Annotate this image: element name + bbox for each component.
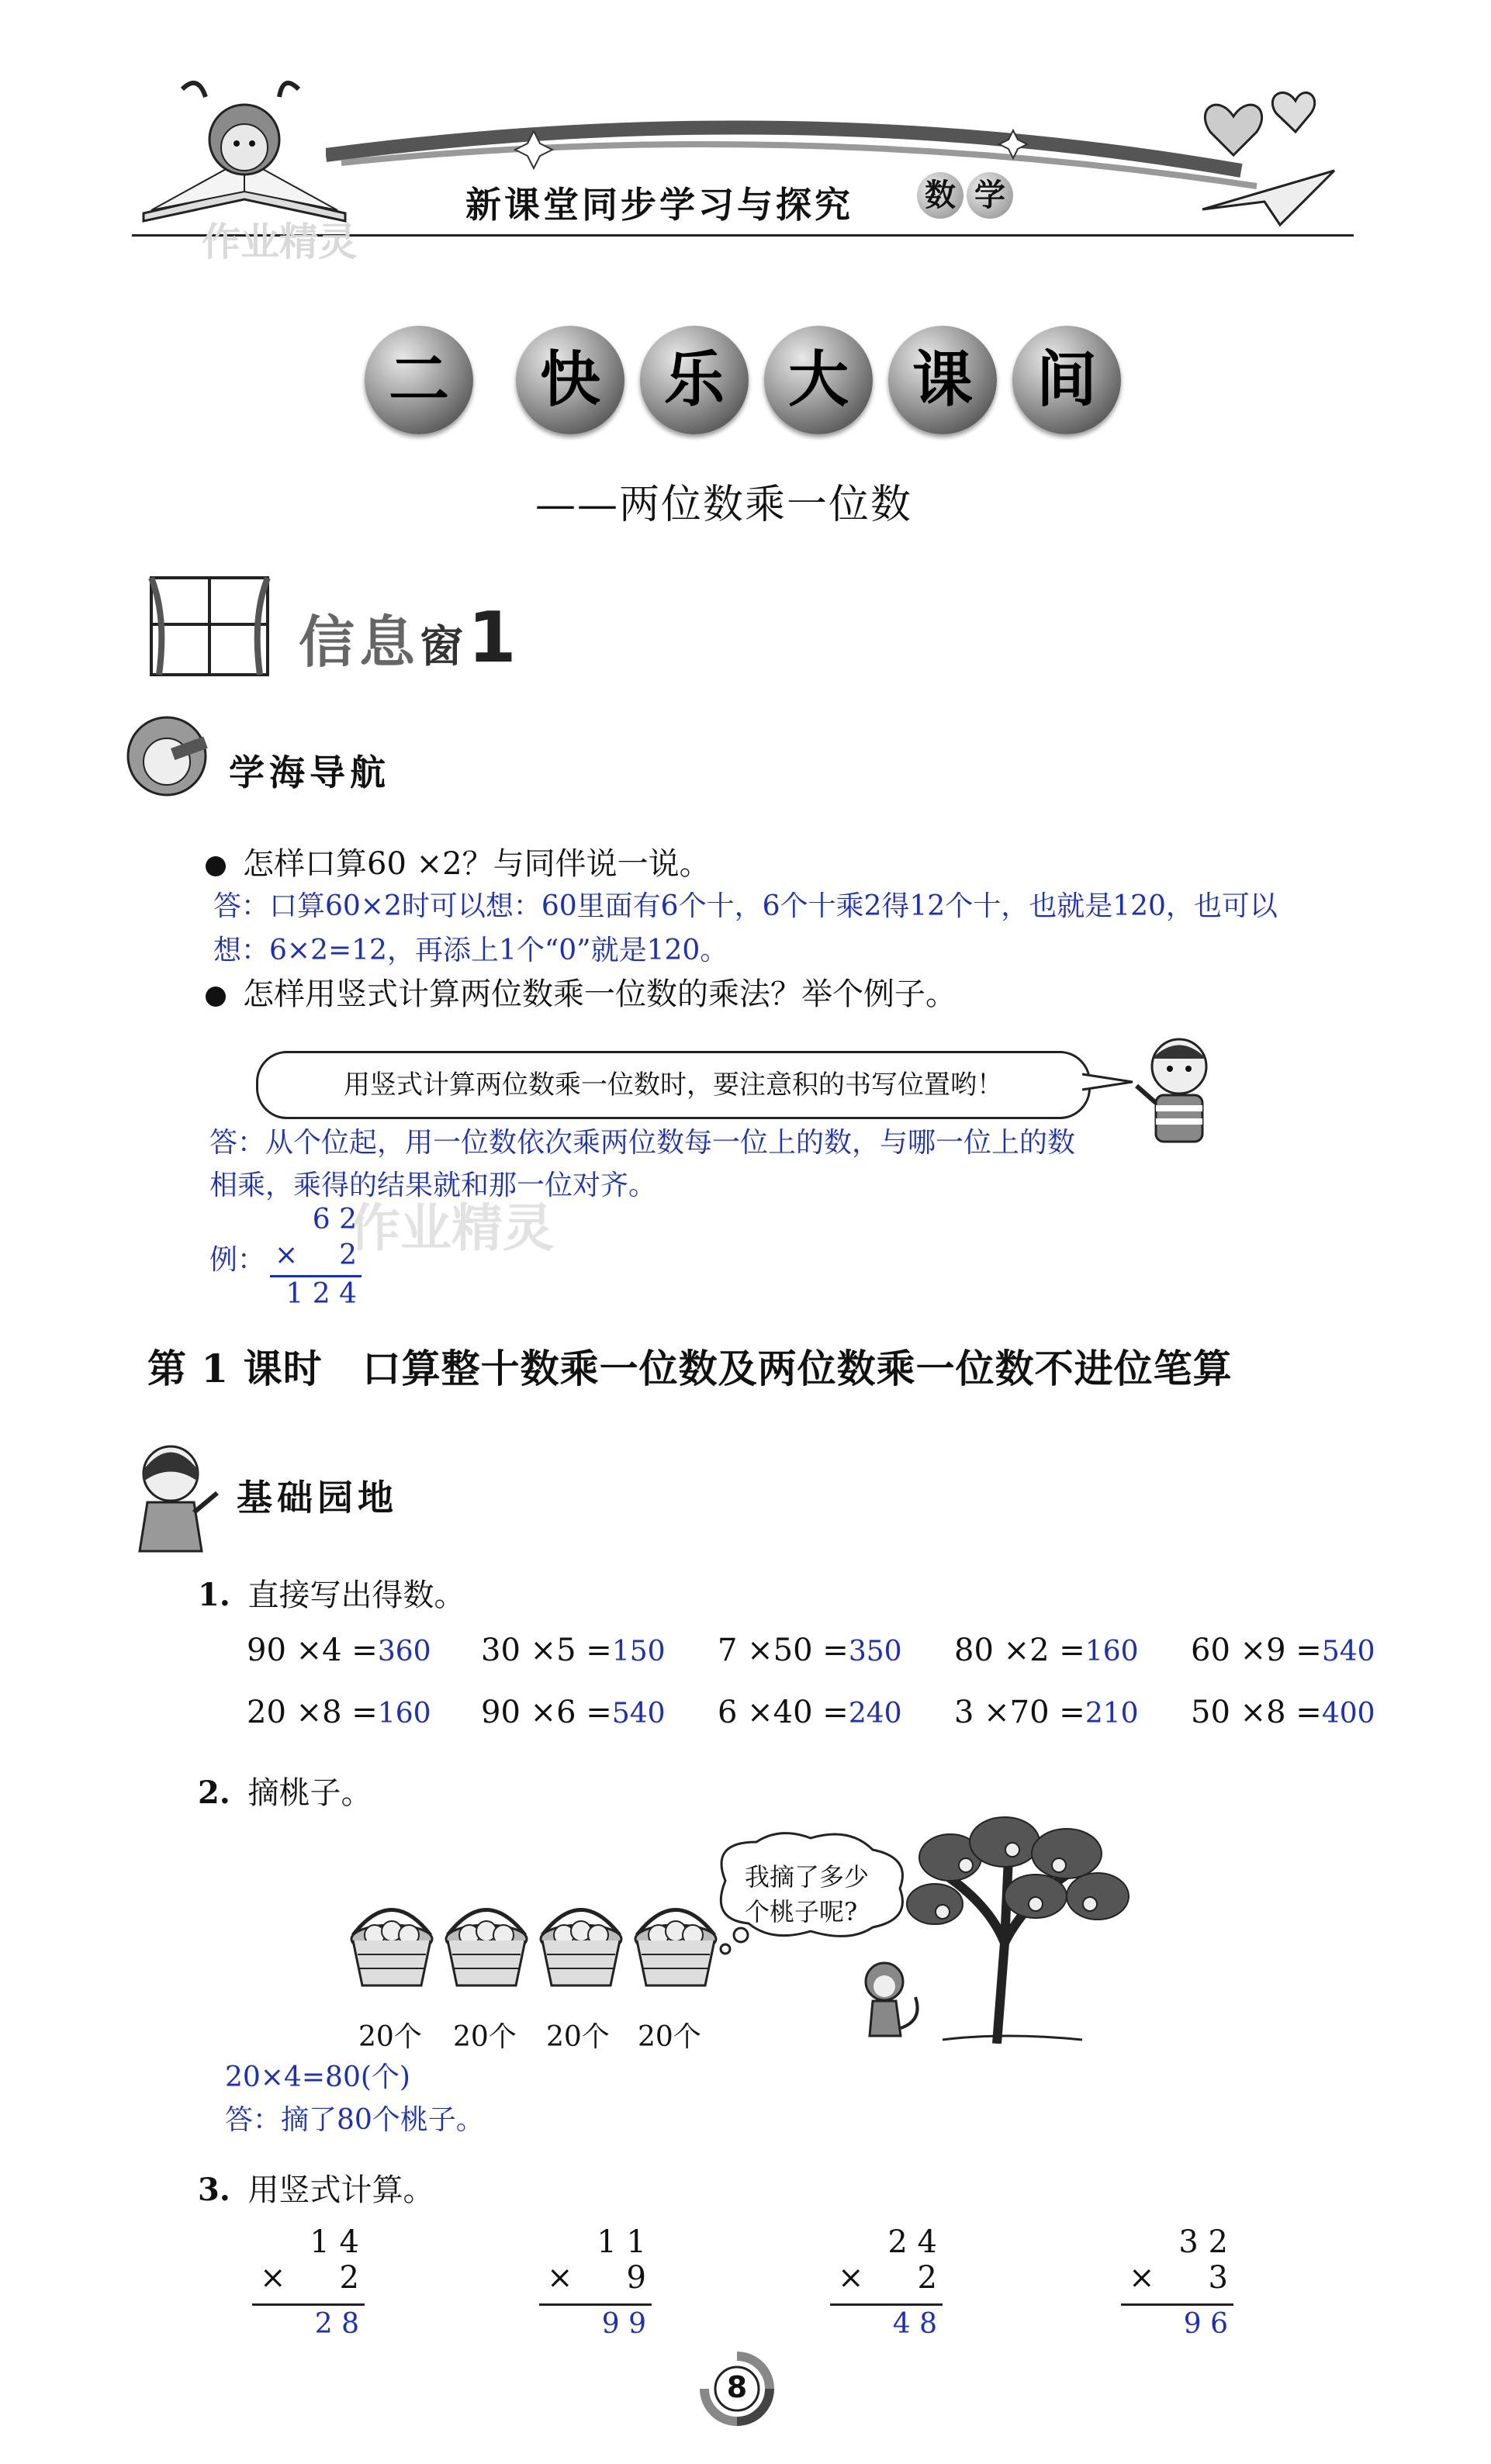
oral-calc-expr: 7 ×50 = (718, 1633, 849, 1668)
vertical-rule (1121, 2303, 1233, 2306)
vertical-result: 9 6 (1183, 2308, 1228, 2340)
vertical-calc (539, 2224, 656, 2348)
question-2-answer-line1: 20×4=80(个) (225, 2061, 410, 2093)
speech-bubble: 用竖式计算两位数乘一位数时，要注意积的书写位置哟！ (256, 1051, 1091, 1119)
vertical-calc (1121, 2224, 1237, 2348)
vertical-top-operand: 3 2 (1178, 2224, 1228, 2260)
oral-calc-answer: 240 (848, 1698, 902, 1730)
info-window-number: 1 (468, 597, 521, 679)
basket-label: 20个 (358, 2021, 422, 2053)
oral-calc-expr: 6 ×40 = (718, 1695, 849, 1730)
oral-calc-answer: 350 (848, 1636, 902, 1667)
thought-bubble-line2: 个桃子呢? (745, 1897, 858, 1927)
vertical-top-operand: 1 1 (597, 2224, 646, 2260)
oral-calc-expr: 90 ×6 = (481, 1695, 612, 1730)
guide-heading: 学海导航 (229, 752, 390, 793)
oral-calc-answer: 210 (1085, 1698, 1139, 1730)
oral-calc-item (954, 1633, 1139, 1668)
vertical-bottom-operand: 2 (917, 2260, 937, 2296)
oral-calc-answer: 400 (1321, 1698, 1375, 1730)
oral-calc-expr: 30 ×5 = (481, 1633, 612, 1668)
guide-answer-1-line2: 想：6×2=12，再添上1个“0”就是120。 (213, 935, 728, 966)
oral-calc-answer: 160 (1085, 1636, 1139, 1667)
vertical-rule (539, 2303, 652, 2306)
basket-label: 20个 (638, 2021, 701, 2053)
peach-baskets-illustration (345, 1892, 729, 1993)
header-title: 新课堂同步学习与探究 (465, 184, 853, 226)
header-subject-char: 学 (967, 172, 1013, 219)
question-3-text: 用竖式计算。 (247, 2172, 434, 2208)
page-number: 8 (726, 2370, 748, 2404)
oral-calc-answer: 540 (1321, 1636, 1375, 1667)
guide-question-1-text: 怎样口算60 ×2？与同伴说一说。 (243, 846, 711, 882)
unit-subtitle: ——两位数乘一位数 (535, 482, 913, 528)
oral-calc-expr: 60 ×9 = (1191, 1633, 1322, 1668)
watermark: 作业精灵 (202, 219, 357, 264)
vertical-rule (830, 2303, 943, 2306)
unit-number-ball: 二 (365, 326, 473, 434)
oral-calc-answer: 150 (611, 1636, 666, 1667)
question-1-text: 直接写出得数。 (247, 1578, 465, 1613)
example-top-operand: 6 2 (312, 1204, 357, 1235)
oral-calc-expr: 80 ×2 = (954, 1633, 1085, 1668)
vertical-bottom-operand: 2 (339, 2260, 359, 2296)
page-number-badge (698, 2350, 776, 2428)
basics-heading: 基础园地 (237, 1477, 398, 1519)
window-icon (144, 570, 275, 679)
vertical-calc (830, 2224, 946, 2348)
vertical-operator: × (1129, 2260, 1155, 2296)
vertical-result: 2 8 (314, 2308, 359, 2340)
thought-bubble-line1: 我摘了多少 (745, 1862, 870, 1892)
basket-label: 20个 (453, 2021, 517, 2053)
watermark: 作业精灵 (349, 1198, 554, 1258)
example-result: 1 2 4 (285, 1278, 357, 1310)
unit-title-ball: 课 (888, 326, 997, 434)
basket-icon (351, 1910, 432, 1986)
vertical-operator: × (547, 2260, 573, 2296)
oral-calc-expr: 50 ×8 = (1191, 1695, 1322, 1730)
vertical-operator: × (838, 2260, 864, 2296)
example-vertical-calc (264, 1204, 365, 1312)
oral-calc-item (481, 1633, 666, 1668)
oral-calc-item (247, 1695, 431, 1730)
header-subject-char: 数 (917, 172, 963, 219)
vertical-bottom-operand: 9 (626, 2260, 646, 2296)
unit-title-ball: 快 (516, 326, 624, 434)
vertical-operator: × (260, 2260, 286, 2296)
example-rule (270, 1275, 362, 1277)
oral-calc-answer: 540 (611, 1698, 666, 1730)
oral-calc-expr: 3 ×70 = (954, 1695, 1085, 1730)
oral-calc-answer: 160 (377, 1698, 431, 1730)
vertical-top-operand: 1 4 (310, 2224, 359, 2260)
vertical-top-operand: 2 4 (887, 2224, 937, 2260)
header (0, 0, 1491, 264)
oral-calc-item (481, 1695, 666, 1730)
hearts-paper-plane-illustration (1187, 70, 1350, 233)
question-3 (198, 2165, 434, 2210)
question-2-answer-line2: 答：摘了80个桃子。 (225, 2104, 484, 2136)
header-subject (917, 172, 1016, 219)
oral-calc-item (1191, 1695, 1375, 1730)
vertical-rule (252, 2303, 365, 2306)
vertical-result: 4 8 (892, 2308, 937, 2340)
guide-answer-1-line1: 答：口算60×2时可以想：60里面有6个十，6个十乘2得12个十，也就是120，也可以 (213, 890, 1278, 922)
example-label: 例： (209, 1244, 266, 1276)
oral-calc-item (1191, 1633, 1375, 1668)
oral-calc-item (718, 1695, 902, 1730)
boy-waving-illustration (1129, 1032, 1230, 1156)
basket-label: 20个 (546, 2021, 610, 2053)
question-1 (198, 1571, 465, 1615)
unit-title-ball: 大 (764, 326, 873, 434)
monkey-peach-tree-illustration (849, 1811, 1160, 2044)
vertical-result: 9 9 (601, 2308, 646, 2340)
oral-calc-item (247, 1633, 431, 1668)
info-window-char: 信 (299, 610, 360, 675)
vertical-calc (252, 2224, 368, 2348)
guide-question-2 (206, 969, 957, 1014)
question-2 (198, 1768, 372, 1813)
guide-question-2-text: 怎样用竖式计算两位数乘一位数的乘法？举个例子。 (243, 976, 957, 1012)
oral-calc-item (954, 1695, 1139, 1730)
vertical-bottom-operand: 3 (1208, 2260, 1228, 2296)
girl-pointing-icon (124, 1439, 225, 1555)
unit-title-ball: 乐 (640, 326, 749, 434)
bullet-icon (206, 987, 226, 1007)
guide-answer-2-line1: 答：从个位起，用一位数依次乘两位数每一位上的数，与哪一位上的数 (209, 1127, 1076, 1159)
example-bottom-operand: 2 (339, 1239, 357, 1271)
oral-calc-expr: 90 ×4 = (247, 1633, 378, 1668)
question-2-text: 摘桃子。 (247, 1775, 372, 1811)
info-window-char: 息 (359, 610, 420, 675)
question-1-number: 1. (198, 1577, 230, 1613)
guide-answer-2-line2: 相乘，乘得的结果就和那一位对齐。 (209, 1170, 657, 1201)
info-window-char: 窗 (420, 622, 469, 672)
oral-calc-item (718, 1633, 902, 1668)
boy-telescope-icon (124, 714, 209, 799)
info-window-label (299, 597, 521, 679)
unit-title-ball: 间 (1012, 326, 1121, 434)
question-3-number: 3. (198, 2172, 230, 2208)
question-2-number: 2. (198, 1775, 230, 1811)
guide-question-1 (206, 839, 711, 883)
example-operator: × (275, 1239, 299, 1271)
oral-calc-answer: 360 (377, 1636, 431, 1667)
bullet-icon (206, 856, 226, 876)
lesson-title: 第 1 课时 口算整十数乘一位数及两位数乘一位数不进位笔算 (147, 1346, 1233, 1391)
oral-calc-expr: 20 ×8 = (247, 1695, 378, 1730)
